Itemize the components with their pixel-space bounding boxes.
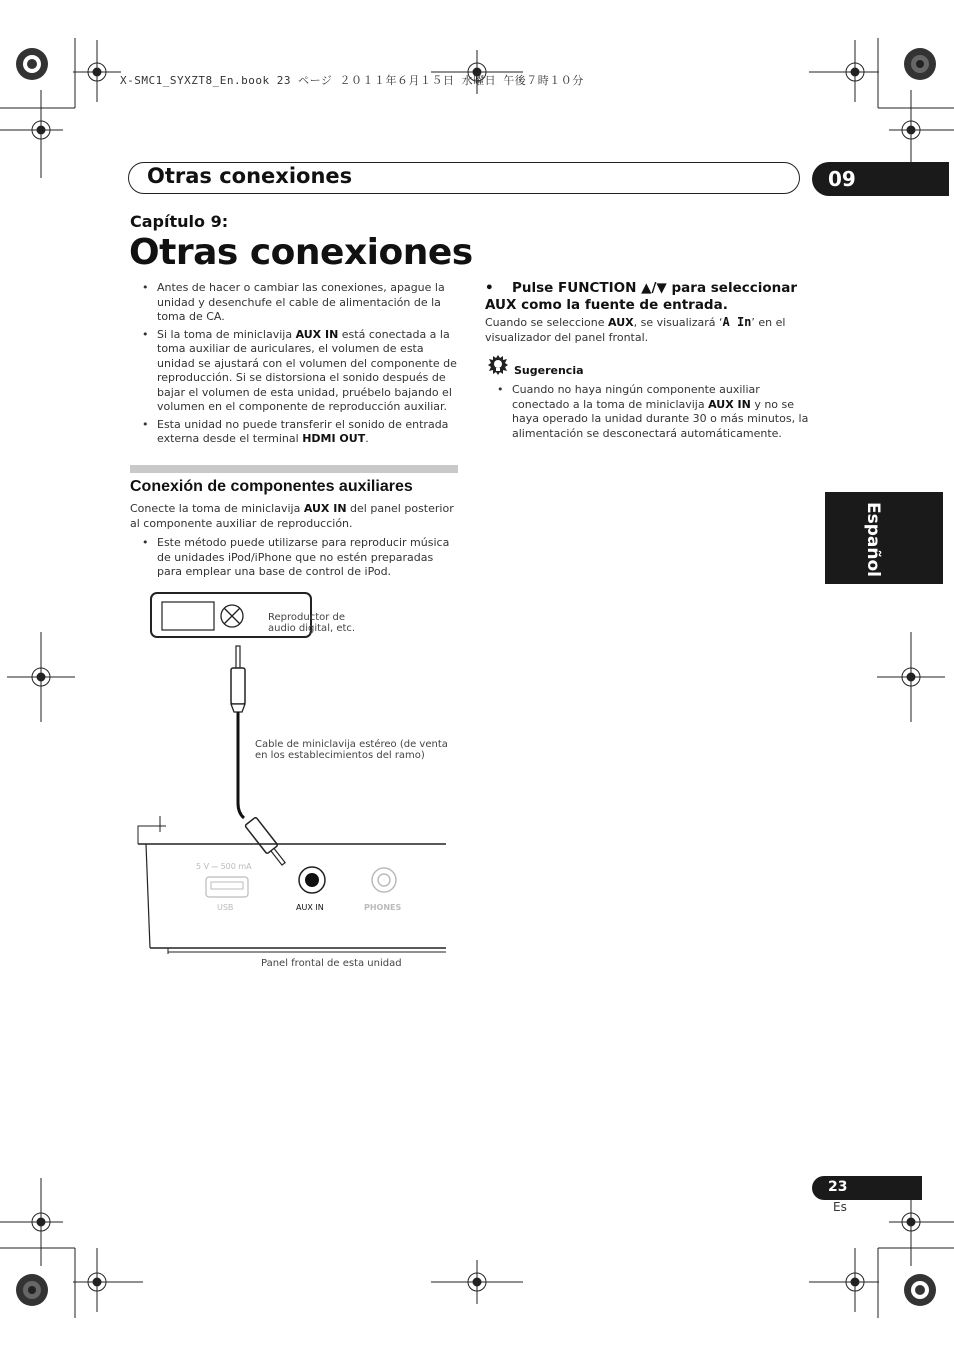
- section-body: [130, 502, 460, 580]
- chapter-bar-title: Otras conexiones: [147, 164, 353, 188]
- mini-jack-plug: [245, 817, 289, 868]
- print-header: X-SMC1_SYXZT8_En.book 23 ページ ２０１１年６月１５日 水曜日 午後７時１０分: [120, 74, 584, 87]
- chapter-number-badge: [812, 162, 949, 196]
- phones-label: PHONES: [364, 903, 402, 912]
- intro-bullet-list: [130, 281, 460, 447]
- unit-front-panel: [138, 816, 446, 954]
- page-language: Es: [833, 1200, 847, 1214]
- list-item: • Este método puede utilizarse para reproducir música de unidades iPod/iPhone que no estén preparadas para emplear una base de control de iPod.: [130, 536, 460, 580]
- usb-spec-label: 5 V ⎓ 500 mA: [196, 862, 252, 871]
- chapter-title: Otras conexiones: [129, 232, 473, 273]
- cable-label: Cable de miniclavija estéreo (de venta en los establecimientos del ramo): [255, 739, 448, 761]
- usb-port-icon: [206, 877, 248, 897]
- list-item: • Esta unidad no puede transferir el sonido de entrada externa desde el terminal HDMI OUT.: [130, 418, 460, 447]
- chapter-label: Capítulo 9:: [130, 212, 229, 231]
- panel-caption: Panel frontal de esta unidad: [261, 958, 402, 969]
- phones-jack-icon: [372, 868, 396, 892]
- instruction-step: • Pulse FUNCTION ▲/▼ para seleccionar AUX como la fuente de entrada.: [485, 280, 815, 314]
- tip-lightbulb-icon: [487, 354, 509, 376]
- tip-title: Sugerencia: [514, 364, 584, 377]
- chapter-number: 09: [828, 167, 856, 191]
- page-number: 23: [828, 1179, 848, 1195]
- tip-body: [485, 383, 815, 441]
- list-item: • Cuando no haya ningún componente auxiliar conectado a la toma de miniclavija AUX IN y no se haya operado la unidad durante 30 o más minutos, la alimentación se desconectará automáticamente.: [485, 383, 815, 441]
- section-paragraph: Conecte la toma de miniclavija AUX IN del panel posterior al componente auxiliar de reproducción.: [130, 502, 454, 530]
- mini-jack-plug: [231, 646, 245, 712]
- page-number-badge: [812, 1176, 922, 1200]
- list-item: • Si la toma de miniclavija AUX IN está conectada a la toma auxiliar de auriculares, el volumen de esta unidad se ajustará con el volumen del componente de reproducción. Si se distorsiona el sonido después de bajar el volumen de esta unidad, pruébelo bajando el volumen en el componente de reproducción auxiliar.: [130, 328, 460, 415]
- device-label: Reproductor de audio digital, etc.: [268, 612, 356, 634]
- language-tab: Español: [825, 492, 943, 584]
- instruction-heading: Pulse FUNCTION ▲/▼ para seleccionar AUX como la fuente de entrada.: [485, 280, 798, 313]
- usb-label: USB: [217, 903, 234, 912]
- list-item: • Antes de hacer o cambiar las conexiones, apague la unidad y desenchufe el cable de alimentación de la toma de CA.: [130, 281, 460, 325]
- aux-in-jack-icon: [299, 867, 325, 893]
- cable: [238, 712, 244, 818]
- aux-in-label: AUX IN: [296, 903, 324, 912]
- instruction-detail: Cuando se seleccione AUX, se visualizará ‘A In’ en el visualizador del panel frontal.: [485, 315, 786, 344]
- section-title: Conexión de componentes auxiliares: [130, 478, 413, 495]
- section-rule: [130, 465, 458, 473]
- display-glyph: A In: [722, 315, 752, 329]
- connection-diagram: [130, 588, 460, 958]
